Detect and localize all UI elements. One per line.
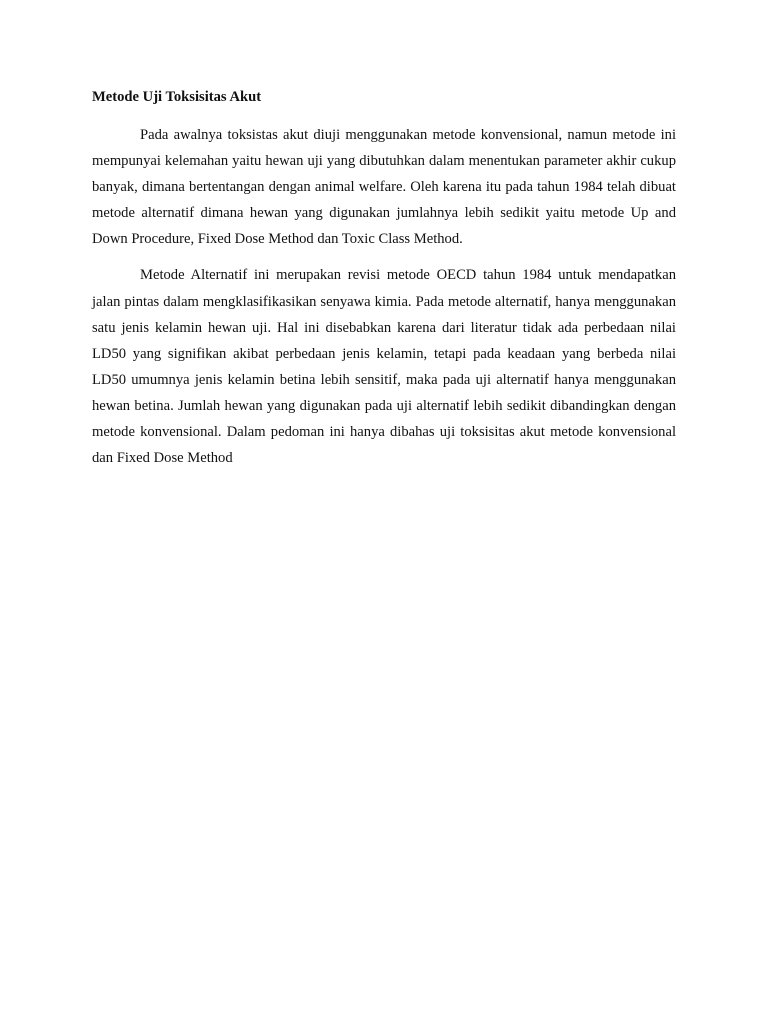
paragraph-2: Metode Alternatif ini merupakan revisi metode OECD tahun 1984 untuk mendapatkan jalan pintas dalam mengklasifikasikan senyawa kimia. Pada metode alternatif, hanya menggunakan satu jenis kelamin hewan uji. Hal ini disebabkan karena dari literatur tidak ada perbedaan nilai LD50 yang signifikan akibat perbedaan jenis kelamin, tetapi pada keadaan yang berbeda nilai LD50 umumnya jenis kelamin betina lebih sensitif, maka pada uji alternatif hanya menggunakan hewan betina. Jumlah hewan yang digunakan pada uji alternatif lebih sedikit dibandingkan dengan metode konvensional. Dalam pedoman ini hanya dibahas uji toksisitas akut metode konvensional dan Fixed Dose Method xyxy=(92,267,676,467)
document-heading: Metode Uji Toksisitas Akut xyxy=(92,89,262,105)
document-body xyxy=(92,84,676,471)
paragraph-1: Pada awalnya toksistas akut diuji menggunakan metode konvensional, namun metode ini mempunyai kelemahan yaitu hewan uji yang dibutuhkan dalam menentukan parameter akhir cukup banyak, dimana bertentangan dengan animal welfare. Oleh karena itu pada tahun 1984 telah dibuat metode alternatif dimana hewan yang digunakan jumlahnya lebih sedikit yaitu metode Up and Down Procedure, Fixed Dose Method dan Toxic Class Method. xyxy=(92,127,676,248)
